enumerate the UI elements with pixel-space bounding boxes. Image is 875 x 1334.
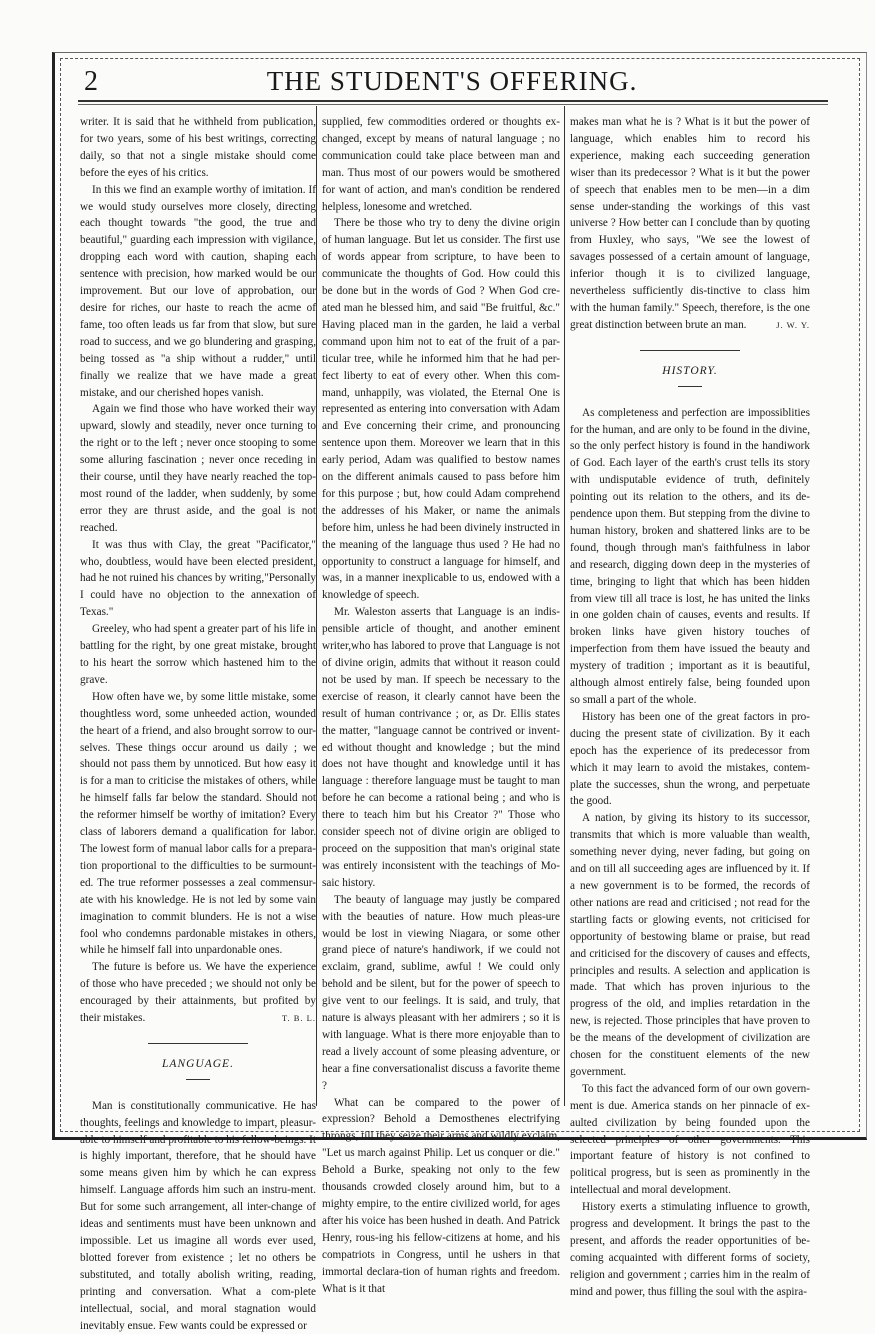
paragraph: History exerts a stimulating influence to growth, progress and development. It brings the past to the present, and affords the reader opportunities of be-coming acquainted with different forms of society, religion and government ; carries him in the realm of mind and power, thus filling the soul with the aspira- bbox=[570, 1201, 810, 1298]
column-divider bbox=[564, 106, 565, 1106]
column-1 bbox=[80, 114, 316, 1334]
paragraph: How often have we, by some little mistake, some thoughtless word, some unheeded action, wounded the heart of a friend, and also brought sorrow to our-selves. These things occur around us daily ; we should not pass them by unnoticed. But how easy it is for a man to criticise the mistakes of others, while he himself falls far below the standard. Should not the reformer himself be worthy of imitation? Every class of laborers demand a qualification for labor. The lowest form of manual labor calls for a prepara-tion proportional to the difficulties to be surmount-ed. The true reformer possesses a zeal commensur-ate with his knowledge. He is not led by some vain imagination to commit blunders. He is not a wise fool who condemns pardonable mistakes in others, while he himself fall into unpardonable ones. bbox=[80, 690, 316, 957]
paragraph: The future is before us. We have the experience of those who have preceded ; we should not only be encouraged by their attainments, but profited by their mistakes. bbox=[80, 961, 316, 1025]
publication-title: THE STUDENT'S OFFERING. bbox=[266, 66, 638, 96]
paragraph: Again we find those who have worked their way upward, slowly and steadily, never once turning to the right or to the left ; never once stooping to some some alluring fascination ; never once receding in their course, until they have nearly reached the top-most round of the ladder, when suddenly, by some error they are thrust aside, and the goal is not reached. bbox=[80, 403, 316, 534]
paragraph: History has been one of the great factors in pro-ducing the present state of civilization. By it each epoch has the experience of its predecessor from which it may learn to avoid the mistakes, contem-plate the successes, shun the wrong, and perpetuate the good. bbox=[570, 710, 810, 808]
paragraph: To this fact the advanced form of our own govern-ment is due. America stands on her pinnacle of ex-aulted civilization by being founded upon the selected principles of other governments. This important feature of history is not confined to political progress, but is seen as prominently in the intellectual and moral development. bbox=[570, 1082, 810, 1197]
author-signature: T. B. L. bbox=[281, 1012, 316, 1023]
paragraph: What can be compared to the power of expression? Behold a Demosthenes electrifying throngs, till they seize their arms and wildly exclaim, "Let us march against Philip. Let us conquer or die." Behold a Burke, speaking not only to the few thousands crowded closely around him, but to a mighty empire, to the entire civilized world, for ages after his voice has been hushed in death. And Patrick Henry, rous-ing his fellow-citizens at home, and his compatriots in Congress, until he ushers in that immortal declara-tion of human rights and freedom. What is it that bbox=[322, 1096, 560, 1295]
column-3 bbox=[570, 114, 810, 1301]
paragraph: As completeness and perfection are impossiblities for the human, and are only to be found in the divine, so the only perfect history is found in the handiwork of God. Each layer of the earth's crust tells its story with undisputable evidence of truth, definitely pointing out its relation to the others, and its de-pendence upon them. But stepping from the divine to human history, broken and shattered links are to be found, though through man's faithfulness in labor and research, digging down deep in the mysteries of time, bringing to light that which has been hidden from view till all trace is lost, he has united the links in one golden chain of causes, events and results. If broken links have given history touches of imperfection from them have issued the beauty and mystery of tradition ; important as it is beautiful, although almost entirely false, being founded upon so small a part of the whole. bbox=[570, 406, 810, 706]
paragraph: makes man what he is ? What is it but the power of language, which enables him to record his experience, making each succeeding generation wiser than its predecessor ? What is it but the power of speech that enables men to be men—in a dim sense under-standing the workings of this vast universe ? How better can I conclude than by quoting from Huxley, who says, "We see the lowest of savages possessed of a certain amount of language, inferior though it is to civilized language, nevertheless sufficiently dis-tinctive to class him with the human family." Speech, therefore, is the one great distinction between brute an man. bbox=[570, 116, 810, 331]
article-heading-history: HISTORY. bbox=[662, 364, 718, 377]
page-number: 2 bbox=[84, 66, 98, 97]
article-separator bbox=[148, 1043, 248, 1044]
paragraph: It was thus with Clay, the great "Pacificator," who, doubtless, would have been elected president, had he not ruined his chances by writing,"Personally I could have no objection to the annexation of Texas." bbox=[80, 538, 316, 619]
header-rule bbox=[78, 100, 828, 105]
paragraph: There be those who try to deny the divine origin of human language. But let us consider. The first use of words appear from scripture, to have been to communicate the thoughts of God. How could this be done but in the words of God ? When God cre-ated man he blessed him, and said "Be fruitful, &c." Having placed man in the garden, he laid a verbal command upon him not to eat of the fruit of a par-ticular tree, while he informed him that he had per-fect liberty to eat of every other. When this com-mand, unhappily, was violated, the Eternal One is represented as entering into conversation with Adam and Eve concerning their crime, and pronouncing sentence upon them. Moreover we learn that in this early period, Adam was qualified to bestow names on the different animals caused to pass before him for this purpose ; but, how could Adam comprehend the addresses of his Maker, or name the animals before him, unless he had been divinely instructed in the meaning of the language thus used ? He had no opportunity to construct a language for himself, and was, in a manner inexplicable to us, endowed with a knowledge of speech. bbox=[322, 217, 560, 602]
paragraph: Man is constitutionally communicative. He has thoughts, feelings and knowledge to impart, pleasur-able to himself and profitable to his fellow-beings. It is highly important, therefore, that he should have some means given him by which he can express himself. Language affords him such an instru-ment. But for some such arrangement, all inter-change of ideas and sentiments must have been unknown and impossible. Let us imagine all words ever used, blotted forever from existence ; let no others be substituted, and totally abolish writing, reading, printing and conversation. What a com-plete intellectual, social, and moral stagnation would inevitably ensue. Few wants could be expressed or bbox=[80, 1099, 316, 1332]
paragraph: writer. It is said that he withheld from publication, for two years, some of his best writings, correcting daily, so that not a single mistake should come before the eyes of his critics. bbox=[80, 116, 316, 179]
article-heading-language: LANGUAGE. bbox=[162, 1057, 234, 1070]
paragraph: A nation, by giving its history to its successor, transmits that which is more valuable than wealth, something never dying, never fading, but going on and on till all succeeding ages are influenced by it. If a new government is to be formed, the records of other nations are read and criticised ; not read for the startling facts or glowing events, not criticised for opportunity of bestowing blame or praise, but read and criticised for the discovery of causes and effects, principles and results. A selection and application is made. That which has proven injurious to the progress of the old, and implies retardation in the new, is rejected. Those principles that have proven to be the means of the development of civilization are chosen for the constituent elements of the new government. bbox=[570, 812, 810, 1078]
paragraph: supplied, few commodities ordered or thoughts ex-changed, except by means of natural language ; no communication could take place between man and man. Thus most of our powers would be smothered for want of action, and man's condition be rendered helpless, lonesome and wretched. bbox=[322, 116, 560, 213]
paragraph: In this we find an example worthy of imitation. If we would study ourselves more closely, directing each thought towards "the good, the true and beautiful," guarding each impression with vigilance, dropping each word with caution, shaping each sentence with precision, how marked would be our improvement. But our love of approbation, our desire for riches, our haste to reach the acme of fame, too often leads us far from that slow, but sure road to success, and we go blundering and grasping, being tossed as "a ship without a rudder," until finally we realize that we have made a great mistake, and our cherished hopes vanish. bbox=[80, 183, 316, 399]
heading-rule bbox=[678, 386, 702, 387]
author-signature: J. W. Y. bbox=[776, 319, 810, 330]
masthead bbox=[72, 62, 832, 98]
paragraph: The beauty of language may justly be compared with the beauties of nature. How much pleas-ure would be lost in viewing Niagara, or some other grand piece of nature's handiwork, if we could not exclaim, grand, sublime, awful ! We could only behold and be silent, but for the power of speech to give vent to our feelings. It is said, and truly, that nature is always pleasant with her admirers ; so it is with language. What is there more enjoyable than to read a lively account of some pleasing adventure, or hear a fine conversationalist discuss a favorite theme ? bbox=[322, 893, 560, 1092]
column-2 bbox=[322, 114, 560, 1297]
article-separator bbox=[640, 350, 740, 351]
heading-rule bbox=[186, 1079, 210, 1080]
paragraph: Mr. Waleston asserts that Language is an indis-pensible article of thought, and another eminent writer,who has labored to prove that Language is not of divine origin, admits that without it reason could not be used by man. If speech be necessary to the exercise of reason, it clearly cannot have been the result of human contrivance ; or, as Dr. Ellis states the matter, "language cannot be contrived or invent-ed without thought and knowledge ; but the mind does not have thought and knowledge until it has language : therefore language must be taught to man before he can become a rational being ; and who is there to teach him but his Creator ?" Those who consider speech not of divine origin are obliged to proceed on the supposition that man's original state was entirely inconsistent with the teachings of Mo-saic history. bbox=[322, 606, 560, 889]
column-divider bbox=[316, 106, 317, 1106]
paragraph: Greeley, who had spent a greater part of his life in battling for the right, by one great mistake, brought to his heart the sorrow which hastened him to the grave. bbox=[80, 623, 316, 686]
